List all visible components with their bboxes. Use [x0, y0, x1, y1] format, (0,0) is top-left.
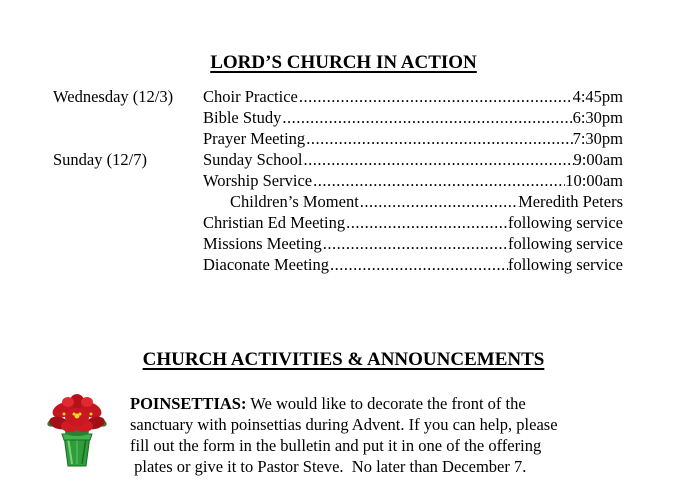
dot-leader — [302, 149, 573, 170]
poinsettias-announcement — [130, 393, 650, 477]
schedule-row — [0, 86, 687, 107]
dot-leader — [345, 212, 508, 233]
event-name: Prayer Meeting — [203, 129, 306, 148]
day-label-wednesday: Wednesday (12/3) — [53, 87, 174, 106]
event-name: Choir Practice — [203, 87, 298, 106]
event-time: 10:00am — [565, 171, 623, 190]
schedule-entry — [203, 86, 623, 107]
schedule-entry — [203, 170, 623, 191]
dot-leader — [359, 191, 518, 212]
announcement-line: sanctuary with poinsettias during Advent. If you can help, please — [130, 415, 558, 434]
event-time: following service — [507, 234, 623, 253]
announcement-line: plates or give it to Pastor Steve. No later than December 7. — [130, 457, 527, 476]
schedule-row — [0, 107, 687, 128]
announcement-lead: POINSETTIAS: — [130, 394, 247, 413]
schedule-row — [0, 233, 687, 254]
dot-leader — [329, 254, 508, 275]
announcement-text: We would like to decorate the front of the — [246, 394, 526, 413]
event-name: Sunday School — [203, 150, 303, 169]
event-time: following service — [507, 255, 623, 274]
schedule-entry — [203, 128, 623, 149]
event-name: Children’s Moment — [230, 192, 359, 211]
announcement-line: fill out the form in the bulletin and put it in one of the offering — [130, 436, 542, 455]
event-person: Meredith Peters — [518, 192, 623, 211]
event-name: Diaconate Meeting — [203, 255, 329, 274]
event-time: 7:30pm — [572, 129, 623, 148]
schedule-row — [0, 128, 687, 149]
event-time: 4:45pm — [572, 87, 623, 106]
poinsettia-plant-icon — [46, 392, 108, 468]
event-name: Bible Study — [203, 108, 282, 127]
dot-leader — [305, 128, 572, 149]
dot-leader — [312, 170, 565, 191]
dot-leader — [322, 233, 508, 254]
schedule-entry-indented — [230, 191, 623, 212]
event-time: following service — [507, 213, 623, 232]
schedule-row — [0, 149, 687, 170]
event-name: Missions Meeting — [203, 234, 322, 253]
schedule-row — [0, 170, 687, 191]
day-label-sunday: Sunday (12/7) — [53, 150, 147, 169]
event-name: Christian Ed Meeting — [203, 213, 346, 232]
schedule-entry — [203, 107, 623, 128]
dot-leader — [281, 107, 572, 128]
schedule-entry — [203, 212, 623, 233]
schedule-entry — [203, 233, 623, 254]
event-time: 6:30pm — [572, 108, 623, 127]
schedule-heading: LORD’S CHURCH IN ACTION — [210, 52, 477, 73]
schedule-row — [0, 191, 687, 212]
schedule-entry — [203, 149, 623, 170]
schedule-row — [0, 254, 687, 275]
schedule-entry — [203, 254, 623, 275]
announcements-heading: CHURCH ACTIVITIES & ANNOUNCEMENTS — [142, 349, 545, 370]
dot-leader — [298, 86, 573, 107]
event-time: 9:00am — [573, 150, 623, 169]
announcement-line — [130, 393, 650, 414]
event-name: Worship Service — [203, 171, 313, 190]
schedule-row — [0, 212, 687, 233]
